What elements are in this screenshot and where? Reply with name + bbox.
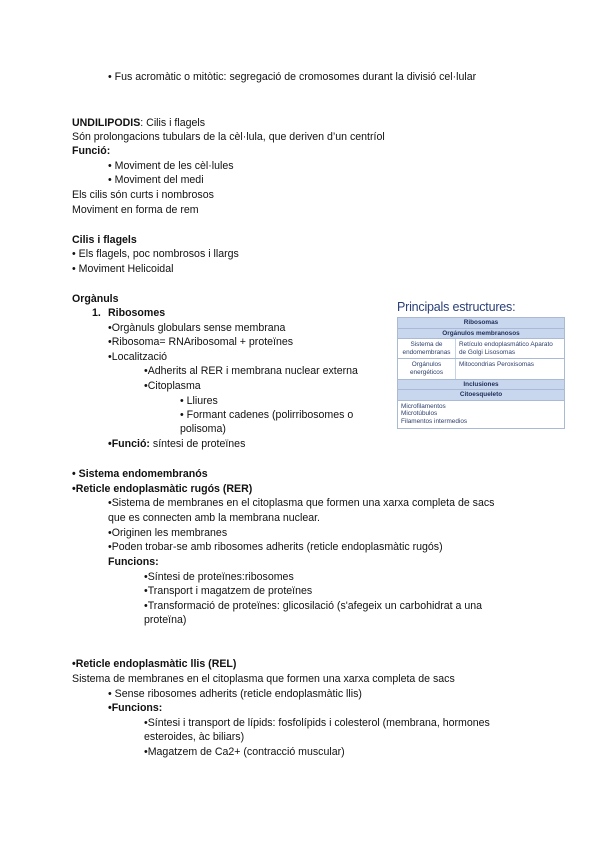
section-heading [72, 116, 205, 130]
structures-figure [397, 300, 563, 429]
table-row: Inclusiones [398, 379, 564, 390]
subheading: Funcions: [108, 556, 159, 568]
structures-table [397, 317, 565, 429]
bullet-item: •Adherits al RER i membrana nuclear externa [144, 365, 358, 377]
row-label: Orgánulos energéticos [398, 359, 456, 378]
list-number: 1. [92, 307, 101, 319]
text-line: que es connecten amb la membrana nuclear. [108, 512, 321, 524]
section-heading: Orgànuls [72, 293, 119, 305]
bullet-item: • Formant cadenes (polirribosomes o [180, 409, 354, 421]
bullet-item: • Els flagels, poc nombrosos i llargs [72, 248, 239, 260]
row-items: Mitocondrias Peroxisomas [459, 361, 534, 369]
table-row [398, 400, 564, 428]
bullet-item: • Sense ribosomes adherits (reticle endoplasmàtic llis) [108, 688, 362, 700]
table-row [398, 338, 564, 358]
section-heading: Cilis i flagels [72, 234, 137, 246]
text-line: proteïna) [144, 614, 187, 626]
section-heading: •Reticle endoplasmàtic llis (REL) [72, 658, 237, 670]
bullet-item: •Localització [108, 351, 168, 363]
bullet-item: • Moviment del medi [108, 174, 204, 186]
bullet-item: •Originen les membranes [108, 527, 228, 539]
section-heading: • Sistema endomembranós [72, 468, 208, 480]
funcio-label: •Funció: [108, 438, 150, 450]
heading-bold: UNDILIPODIS [72, 117, 141, 129]
bullet-item: •Ribosoma= RNAribosomal + proteïnes [108, 336, 294, 348]
bullet-item: • Moviment de les cèl·lules [108, 160, 234, 172]
row-label: Sistema de endomembranas [398, 339, 456, 358]
bullet-item: •Poden trobar-se amb ribosomes adherits (reticle endoplasmàtic rugós) [108, 541, 443, 553]
list-item: Microfilamentos [401, 402, 446, 410]
bullet-item: •Orgànuls globulars sense membrana [108, 322, 286, 334]
bullet-item: • Lliures [180, 395, 218, 407]
text-line: Els cilis són curts i nombrosos [72, 189, 214, 201]
text-line: • Fus acromàtic o mitòtic: segregació de cromosomes durant la divisió cel·lular [108, 71, 477, 83]
bullet-item: •Síntesi i transport de lípids: fosfolípids i colesterol (membrana, hormones [144, 717, 490, 729]
bullet-item: •Transport i magatzem de proteïnes [144, 585, 313, 597]
list-item: Filamentos intermedios [401, 417, 468, 425]
text-line: Sistema de membranes en el citoplasma que formen una xarxa completa de sacs [72, 673, 455, 685]
bullet-item [108, 437, 245, 451]
subheading: Ribosomes [108, 307, 166, 319]
table-row: Citoesqueleto [398, 389, 564, 400]
bullet-item: •Transformació de proteïnes: glicosilació (s'afegeix un carbohidrat a una [144, 600, 483, 612]
section-heading: •Reticle endoplasmàtic rugós (RER) [72, 483, 253, 495]
table-row: Orgánulos membranosos [398, 328, 564, 339]
row-items: Retículo endoplasmático Aparato de Golgi Lisosomas [459, 341, 553, 356]
subheading: Funció: [72, 145, 111, 157]
bullet-item: •Citoplasma [144, 380, 201, 392]
bullet-item: •Síntesi de proteïnes:ribosomes [144, 571, 294, 583]
funcio-text: síntesi de proteïnes [149, 438, 246, 450]
text-line: Moviment en forma de rem [72, 204, 199, 216]
table-row [398, 358, 564, 378]
bullet-item: • Moviment Helicoidal [72, 263, 174, 275]
subheading: •Funcions: [108, 702, 163, 714]
figure-title: Principals estructures: [397, 300, 516, 314]
list-item: Microtúbulos [401, 410, 438, 418]
bullet-item: •Sistema de membranes en el citoplasma que formen una xarxa completa de sacs [108, 497, 495, 509]
text-line: esteroides, àc biliars) [144, 731, 245, 743]
bullet-item: •Magatzem de Ca2+ (contracció muscular) [144, 746, 345, 758]
table-row: Ribosomas [398, 318, 564, 328]
text-line: Són prolongacions tubulars de la cèl·lula, que deriven d’un centríol [72, 131, 385, 143]
heading-rest: : Cilis i flagels [140, 117, 206, 129]
text-line: polisoma) [180, 423, 226, 435]
